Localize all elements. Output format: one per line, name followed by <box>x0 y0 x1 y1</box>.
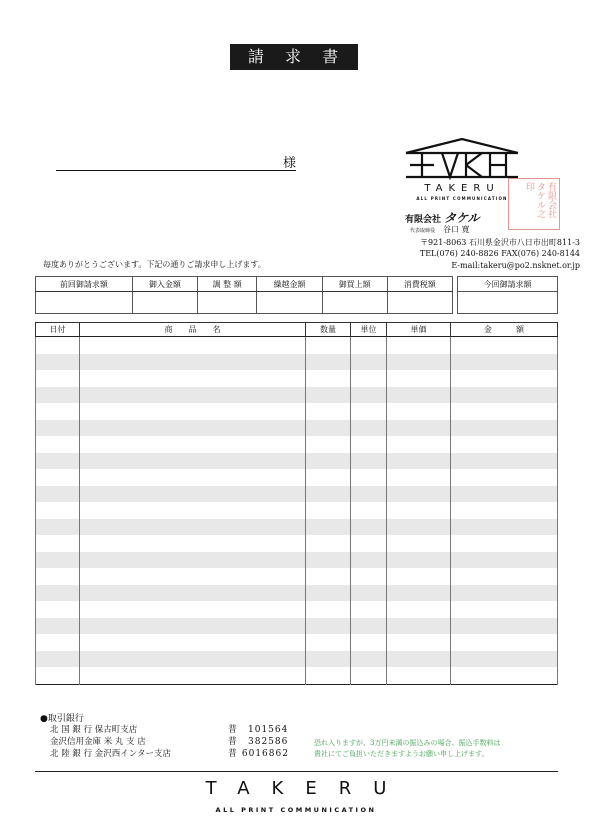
table-cell[interactable] <box>387 552 451 569</box>
bank-name: 北 国 銀 行 保古町支店 <box>50 725 138 735</box>
table-cell[interactable] <box>36 403 80 420</box>
table-row <box>36 634 558 651</box>
table-cell[interactable] <box>387 667 451 684</box>
table-cell[interactable] <box>306 453 351 470</box>
rep-name: 谷口 寛 <box>443 225 470 234</box>
detail-header-date: 日付 <box>36 323 80 337</box>
table-cell[interactable] <box>451 535 558 552</box>
document-title: 請 求 書 <box>230 44 358 70</box>
table-cell[interactable] <box>451 651 558 668</box>
table-cell[interactable] <box>451 568 558 585</box>
table-cell[interactable] <box>36 453 80 470</box>
bank-account: 普 6016862 <box>228 749 289 759</box>
summary-header: 御入金額 <box>132 277 197 292</box>
table-cell[interactable] <box>306 370 351 387</box>
current-total-cell[interactable] <box>458 292 558 314</box>
table-cell[interactable] <box>351 634 387 651</box>
table-row <box>36 618 558 635</box>
table-cell[interactable] <box>351 601 387 618</box>
table-cell[interactable] <box>306 420 351 437</box>
table-cell[interactable] <box>451 453 558 470</box>
detail-header-item: 商 品 名 <box>80 323 306 337</box>
table-cell[interactable] <box>351 552 387 569</box>
table-cell[interactable] <box>306 469 351 486</box>
table-cell[interactable] <box>306 618 351 635</box>
table-cell[interactable] <box>306 387 351 404</box>
table-cell[interactable] <box>306 354 351 371</box>
table-cell[interactable] <box>387 502 451 519</box>
table-cell[interactable] <box>306 568 351 585</box>
table-cell[interactable] <box>80 552 306 569</box>
table-cell[interactable] <box>36 337 80 354</box>
rep-label: 代表取締役 <box>410 228 436 234</box>
table-cell[interactable] <box>306 552 351 569</box>
table-cell[interactable] <box>306 519 351 536</box>
footer-divider <box>35 771 558 772</box>
company-seal: 有限会社タケル之印 <box>508 178 560 230</box>
bank-account: 普 382586 <box>228 737 289 747</box>
table-cell[interactable] <box>451 354 558 371</box>
table-cell[interactable] <box>36 387 80 404</box>
table-cell[interactable] <box>387 585 451 602</box>
company-tel-fax: TEL(076) 240-8826 FAX(076) 240-8144 <box>419 249 580 258</box>
table-cell[interactable] <box>80 354 306 371</box>
table-cell[interactable] <box>451 634 558 651</box>
table-cell[interactable] <box>36 634 80 651</box>
detail-table <box>35 322 558 685</box>
table-cell[interactable] <box>351 453 387 470</box>
table-cell[interactable] <box>387 618 451 635</box>
table-row <box>36 337 558 354</box>
table-cell[interactable] <box>387 436 451 453</box>
table-cell[interactable] <box>80 486 306 503</box>
brand-tagline: ALL PRINT COMMUNICATION <box>416 196 508 201</box>
table-cell[interactable] <box>351 519 387 536</box>
table-row <box>36 420 558 437</box>
table-cell[interactable] <box>387 387 451 404</box>
detail-rows <box>36 337 558 685</box>
table-cell[interactable] <box>351 618 387 635</box>
table-cell[interactable] <box>306 601 351 618</box>
table-cell[interactable] <box>451 337 558 354</box>
table-cell[interactable] <box>36 667 80 684</box>
table-cell[interactable] <box>387 354 451 371</box>
table-cell[interactable] <box>351 486 387 503</box>
table-cell[interactable] <box>387 420 451 437</box>
table-cell[interactable] <box>36 370 80 387</box>
table-cell[interactable] <box>351 568 387 585</box>
table-cell[interactable] <box>36 585 80 602</box>
table-cell[interactable] <box>306 403 351 420</box>
table-cell[interactable] <box>306 502 351 519</box>
table-cell[interactable] <box>80 651 306 668</box>
table-cell[interactable] <box>80 634 306 651</box>
table-cell[interactable] <box>351 403 387 420</box>
table-row <box>36 453 558 470</box>
fee-note-line: 貴社にてご負担いただきますようお願い申し上げます。 <box>314 750 489 758</box>
table-cell[interactable] <box>306 585 351 602</box>
table-cell[interactable] <box>351 370 387 387</box>
table-cell[interactable] <box>80 387 306 404</box>
table-row <box>36 667 558 684</box>
table-row <box>36 651 558 668</box>
table-row <box>36 354 558 371</box>
table-cell[interactable] <box>36 618 80 635</box>
table-row <box>36 502 558 519</box>
table-cell[interactable] <box>387 601 451 618</box>
table-cell[interactable] <box>451 387 558 404</box>
table-row <box>36 552 558 569</box>
bank-section-title: ●取引銀行 <box>40 714 84 724</box>
table-cell[interactable] <box>36 601 80 618</box>
footer-brand-tagline: ALL PRINT COMMUNICATION <box>215 806 377 814</box>
table-cell[interactable] <box>451 502 558 519</box>
summary-header: 御買上額 <box>322 277 387 292</box>
addressee-suffix: 様 <box>283 156 297 171</box>
table-cell[interactable] <box>80 453 306 470</box>
table-cell[interactable] <box>387 486 451 503</box>
table-cell[interactable] <box>80 403 306 420</box>
table-cell[interactable] <box>306 634 351 651</box>
current-total-table <box>457 276 558 314</box>
table-cell[interactable] <box>306 436 351 453</box>
table-cell[interactable] <box>387 370 451 387</box>
table-row <box>36 535 558 552</box>
table-row <box>36 469 558 486</box>
table-cell[interactable] <box>36 469 80 486</box>
summary-cell[interactable] <box>36 292 133 314</box>
table-cell[interactable] <box>36 651 80 668</box>
table-cell[interactable] <box>387 634 451 651</box>
table-cell[interactable] <box>451 403 558 420</box>
table-row <box>36 387 558 404</box>
table-cell[interactable] <box>80 469 306 486</box>
bank-name: 北 陸 銀 行 金沢西インター支店 <box>50 749 171 759</box>
detail-header-price: 単価 <box>387 323 451 337</box>
table-cell[interactable] <box>306 667 351 684</box>
table-cell[interactable] <box>36 519 80 536</box>
table-cell[interactable] <box>80 585 306 602</box>
table-cell[interactable] <box>387 403 451 420</box>
table-cell[interactable] <box>387 469 451 486</box>
summary-header: 調 整 額 <box>197 277 256 292</box>
table-row <box>36 585 558 602</box>
summary-cell[interactable] <box>387 292 452 314</box>
table-cell[interactable] <box>306 486 351 503</box>
detail-header-amount: 金 額 <box>451 323 558 337</box>
company-email: E-mail:takeru@po2.nsknet.or.jp <box>451 261 580 270</box>
table-cell[interactable] <box>36 436 80 453</box>
table-cell[interactable] <box>451 667 558 684</box>
addressee-line <box>56 170 296 171</box>
table-row <box>36 370 558 387</box>
table-cell[interactable] <box>80 502 306 519</box>
brand-name: TAKERU <box>424 183 500 194</box>
current-total-header: 今回御請求額 <box>458 277 558 292</box>
footer-brand-name: TAKERU <box>205 778 409 799</box>
table-cell[interactable] <box>387 519 451 536</box>
table-cell[interactable] <box>387 337 451 354</box>
table-cell[interactable] <box>36 420 80 437</box>
bank-name: 金沢信用金庫 米 丸 支 店 <box>50 737 146 747</box>
company-address: 〒921-8063 石川県金沢市八日市出町811-3 <box>420 238 580 247</box>
table-cell[interactable] <box>351 502 387 519</box>
table-cell[interactable] <box>80 601 306 618</box>
table-cell[interactable] <box>80 420 306 437</box>
table-cell[interactable] <box>36 486 80 503</box>
table-cell[interactable] <box>36 354 80 371</box>
table-cell[interactable] <box>387 568 451 585</box>
table-cell[interactable] <box>80 667 306 684</box>
table-cell[interactable] <box>80 370 306 387</box>
table-cell[interactable] <box>451 469 558 486</box>
table-cell[interactable] <box>306 535 351 552</box>
table-cell[interactable] <box>451 601 558 618</box>
takeru-logo-icon <box>402 137 522 181</box>
table-row <box>36 486 558 503</box>
table-cell[interactable] <box>451 420 558 437</box>
table-row <box>36 403 558 420</box>
detail-header-qty: 数量 <box>306 323 351 337</box>
table-row <box>36 519 558 536</box>
table-cell[interactable] <box>306 337 351 354</box>
table-cell[interactable] <box>36 552 80 569</box>
table-cell[interactable] <box>451 486 558 503</box>
table-cell[interactable] <box>351 387 387 404</box>
table-cell[interactable] <box>451 436 558 453</box>
company-type: 有限会社 <box>405 215 442 225</box>
company-brand: タケル <box>444 211 480 225</box>
summary-header: 消費税額 <box>387 277 452 292</box>
summary-cell[interactable] <box>322 292 387 314</box>
table-cell[interactable] <box>351 469 387 486</box>
table-cell[interactable] <box>351 420 387 437</box>
table-cell[interactable] <box>36 568 80 585</box>
table-cell[interactable] <box>451 370 558 387</box>
summary-header: 繰越金額 <box>257 277 322 292</box>
table-cell[interactable] <box>36 535 80 552</box>
table-cell[interactable] <box>351 354 387 371</box>
table-cell[interactable] <box>351 585 387 602</box>
summary-table <box>35 276 453 314</box>
table-row <box>36 436 558 453</box>
summary-cell[interactable] <box>257 292 322 314</box>
detail-header-unit: 単位 <box>351 323 387 337</box>
table-cell[interactable] <box>306 651 351 668</box>
table-cell[interactable] <box>451 552 558 569</box>
table-cell[interactable] <box>387 453 451 470</box>
table-cell[interactable] <box>80 436 306 453</box>
table-row <box>36 568 558 585</box>
table-cell[interactable] <box>80 535 306 552</box>
table-cell[interactable] <box>387 651 451 668</box>
representative <box>410 224 470 235</box>
table-cell[interactable] <box>80 519 306 536</box>
table-cell[interactable] <box>351 337 387 354</box>
table-cell[interactable] <box>351 535 387 552</box>
bank-account: 普 101564 <box>228 725 289 735</box>
table-cell[interactable] <box>80 568 306 585</box>
summary-cell[interactable] <box>132 292 197 314</box>
fee-note-line: 恐れ入りますが、3万円未満の振込みの場合、振込手数料は <box>314 739 501 747</box>
table-cell[interactable] <box>451 618 558 635</box>
table-row <box>36 601 558 618</box>
summary-header: 前回御請求額 <box>36 277 133 292</box>
summary-cell[interactable] <box>197 292 256 314</box>
table-cell[interactable] <box>451 519 558 536</box>
table-cell[interactable] <box>387 535 451 552</box>
table-cell[interactable] <box>451 585 558 602</box>
table-cell[interactable] <box>351 436 387 453</box>
table-cell[interactable] <box>80 618 306 635</box>
table-cell[interactable] <box>36 502 80 519</box>
table-cell[interactable] <box>351 667 387 684</box>
table-cell[interactable] <box>80 337 306 354</box>
greeting: 毎度ありがとうございます。下記の通りご請求申し上げます。 <box>43 260 266 269</box>
table-cell[interactable] <box>351 651 387 668</box>
